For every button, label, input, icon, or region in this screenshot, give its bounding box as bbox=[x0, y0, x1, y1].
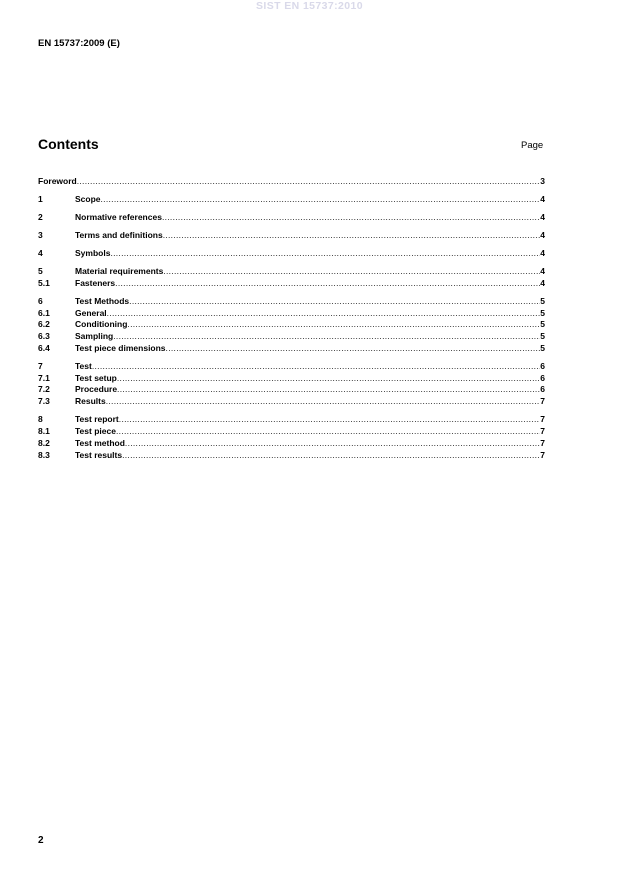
toc-entry[interactable] bbox=[38, 426, 545, 438]
toc-dot-leader bbox=[122, 450, 540, 462]
toc-entry-page: 5 bbox=[540, 295, 545, 306]
toc-dot-leader bbox=[163, 266, 540, 278]
toc-entry[interactable] bbox=[38, 361, 545, 373]
toc-entry[interactable] bbox=[38, 373, 545, 385]
toc-dot-leader bbox=[116, 426, 540, 438]
toc-entry[interactable] bbox=[38, 248, 545, 260]
toc-entry-title: Test bbox=[75, 360, 92, 371]
toc-entry-number: 5 bbox=[38, 265, 43, 276]
toc-entry-title: Foreword bbox=[38, 176, 77, 186]
toc-entry-number: 6 bbox=[38, 295, 43, 306]
toc-dot-leader bbox=[77, 176, 541, 188]
toc-entry-page: 5 bbox=[540, 307, 545, 318]
toc-entry-title: Sampling bbox=[75, 331, 114, 342]
toc-entry-page: 5 bbox=[540, 331, 545, 342]
toc-entry-title: Test piece bbox=[75, 426, 116, 437]
toc-entry[interactable] bbox=[38, 230, 545, 242]
contents-title: Contents bbox=[38, 136, 99, 152]
toc-entry-number: 1 bbox=[38, 193, 43, 204]
toc-entry-page: 4 bbox=[540, 229, 545, 240]
toc-dot-leader bbox=[127, 319, 540, 331]
toc-entry-page: 7 bbox=[540, 449, 545, 460]
toc-entry-title: Procedure bbox=[75, 384, 118, 395]
toc-entry-number: 7.2 bbox=[38, 384, 50, 395]
toc-dot-leader bbox=[115, 278, 540, 290]
toc-dot-leader bbox=[117, 373, 540, 385]
toc-entry-page: 4 bbox=[540, 247, 545, 258]
toc-entry-number: 2 bbox=[38, 211, 43, 222]
toc-entry-title: Symbols bbox=[75, 247, 111, 258]
toc-entry[interactable] bbox=[38, 396, 545, 408]
toc-entry-number: 4 bbox=[38, 247, 43, 258]
toc-dot-leader bbox=[106, 396, 541, 408]
toc-entry[interactable] bbox=[38, 308, 545, 320]
toc-entry-title: Terms and definitions bbox=[75, 229, 163, 240]
toc-entry[interactable] bbox=[38, 266, 545, 278]
page-column-label: Page bbox=[521, 140, 544, 151]
toc-entry-page: 5 bbox=[540, 342, 545, 353]
toc-dot-leader bbox=[110, 248, 540, 260]
toc-entry[interactable] bbox=[38, 343, 545, 355]
toc-entry-title: Fasteners bbox=[75, 277, 116, 288]
toc-entry-title: Conditioning bbox=[75, 319, 128, 330]
toc-entry-number: 8.2 bbox=[38, 437, 50, 448]
toc-dot-leader bbox=[107, 308, 541, 320]
toc-entry[interactable] bbox=[38, 319, 545, 331]
toc-entry-page: 4 bbox=[540, 277, 545, 288]
toc-entry-number: 6.4 bbox=[38, 342, 50, 353]
toc-entry[interactable] bbox=[38, 194, 545, 206]
toc-entry-page: 6 bbox=[540, 360, 545, 371]
toc-entry-number: 3 bbox=[38, 229, 43, 240]
toc-entry[interactable] bbox=[38, 278, 545, 290]
toc-entry-title: Test results bbox=[75, 449, 123, 460]
toc-entry-title: Results bbox=[75, 396, 106, 407]
toc-entry-page: 6 bbox=[540, 372, 545, 383]
toc-dot-leader bbox=[166, 343, 541, 355]
toc-entry-page: 7 bbox=[540, 396, 545, 407]
toc-entry-title: Test Methods bbox=[75, 295, 130, 306]
toc-entry-title: Material requirements bbox=[75, 265, 164, 276]
toc-entry-page: 7 bbox=[540, 426, 545, 437]
toc-dot-leader bbox=[129, 296, 540, 308]
toc-entry-page: 6 bbox=[540, 384, 545, 395]
toc-entry[interactable] bbox=[38, 331, 545, 343]
toc-entry-title: Test method bbox=[75, 437, 125, 448]
page-number: 2 bbox=[38, 835, 44, 846]
toc-dot-leader bbox=[101, 194, 541, 206]
toc-entry-number: 7.1 bbox=[38, 372, 50, 383]
toc-entry-title: Test piece dimensions bbox=[75, 342, 166, 353]
toc-entry-page: 4 bbox=[540, 193, 545, 204]
toc-dot-leader bbox=[117, 384, 540, 396]
toc-entry-number: 6.2 bbox=[38, 319, 50, 330]
toc-entry-title: Test report bbox=[75, 414, 119, 425]
toc-entry-page: 3 bbox=[540, 176, 545, 186]
toc-dot-leader bbox=[119, 414, 540, 426]
toc-entry-title: Normative references bbox=[75, 211, 162, 222]
toc-entry-title: Scope bbox=[75, 193, 101, 204]
toc-entry-page: 7 bbox=[540, 414, 545, 425]
watermark: SIST EN 15737:2010 bbox=[255, 0, 363, 12]
toc-entry-title: Test setup bbox=[75, 372, 117, 383]
toc-dot-leader bbox=[125, 438, 540, 450]
toc-entry[interactable] bbox=[38, 438, 545, 450]
toc-entry-page: 4 bbox=[540, 265, 545, 276]
toc-entry-page: 5 bbox=[540, 319, 545, 330]
toc-entry-number: 7 bbox=[38, 360, 43, 371]
toc-entry-number: 6.3 bbox=[38, 331, 50, 342]
toc-entry-number: 5.1 bbox=[38, 277, 50, 288]
toc-entry[interactable] bbox=[38, 414, 545, 426]
toc-entry-page: 7 bbox=[540, 437, 545, 448]
toc-entry-number: 8.1 bbox=[38, 426, 50, 437]
toc-entry-title: General bbox=[75, 307, 107, 318]
table-of-contents bbox=[38, 176, 545, 461]
toc-entry[interactable] bbox=[38, 176, 545, 188]
toc-entry[interactable] bbox=[38, 296, 545, 308]
toc-entry[interactable] bbox=[38, 384, 545, 396]
toc-dot-leader bbox=[92, 361, 540, 373]
toc-entry[interactable] bbox=[38, 450, 545, 462]
toc-entry-number: 6.1 bbox=[38, 307, 50, 318]
toc-entry[interactable] bbox=[38, 212, 545, 224]
toc-entry-number: 8 bbox=[38, 414, 43, 425]
toc-dot-leader bbox=[113, 331, 540, 343]
document-code: EN 15737:2009 (E) bbox=[38, 38, 120, 49]
toc-entry-number: 7.3 bbox=[38, 396, 50, 407]
toc-entry-page: 4 bbox=[540, 211, 545, 222]
toc-dot-leader bbox=[162, 212, 540, 224]
toc-entry-number: 8.3 bbox=[38, 449, 50, 460]
toc-dot-leader bbox=[163, 230, 541, 242]
